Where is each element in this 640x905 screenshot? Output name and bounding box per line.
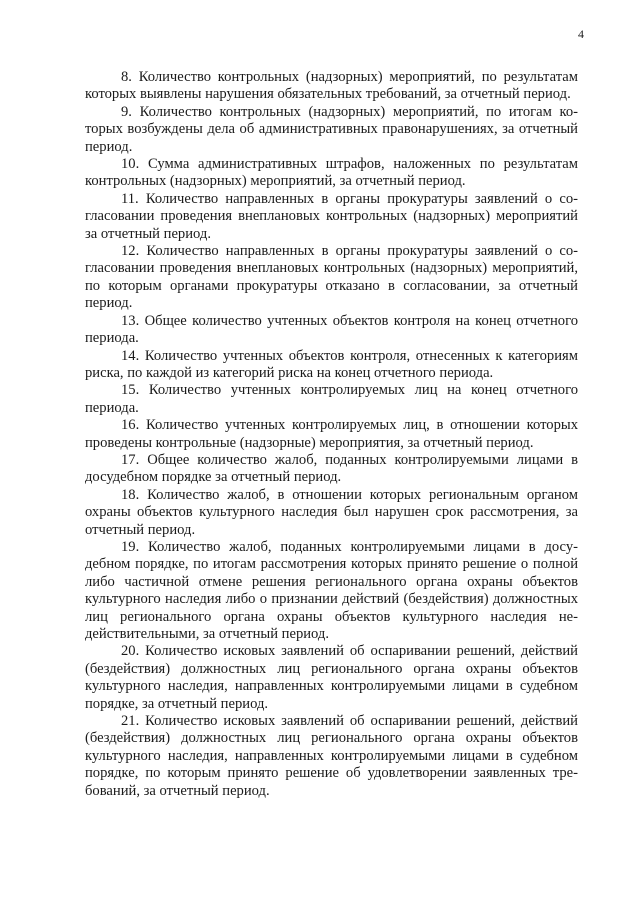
paragraph-item-11: 11. Количество направленных в органы прокуратуры заявлений о согласовании проведения внеплановых контрольных (надзорных) мероприятий за отчетный период.	[85, 190, 578, 242]
paragraph-item-9: 9. Количество контрольных (надзорных) мероприятий, по итогам которых возбуждены дела об административных правонарушениях, за отчетный период.	[85, 103, 578, 155]
paragraph-item-13: 13. Общее количество учтенных объектов контроля на конец отчетного периода.	[85, 312, 578, 347]
paragraph-item-17: 17. Общее количество жалоб, поданных контролируемыми лицами в досудебном порядке за отчетный период.	[85, 451, 578, 486]
paragraph-item-19: 19. Количество жалоб, поданных контролируемыми лицами в досудебном порядке, по итогам рассмотрения которых принято решение о полной либо частичной отмене решения регионального органа охраны объектов культурного наследия либо о признании действий (бездействия) должностных лиц регионального органа охраны объектов культурного наследия недействительными, за отчетный период.	[85, 538, 578, 642]
paragraph-item-16: 16. Количество учтенных контролируемых лиц, в отношении которых проведены контрольные (надзорные) мероприятия, за отчетный период.	[85, 417, 578, 451]
paragraph-item-20: 20. Количество исковых заявлений об оспаривании решений, действий (бездействия) должностных лиц регионального органа охраны объектов культурного наследия, направленных контролируемыми лицами в судебном порядке, за отчетный период.	[85, 643, 578, 712]
paragraph-item-12: 12. Количество направленных в органы прокуратуры заявлений о согласовании проведения внеплановых контрольных (надзорных) мероприятий, по которым органами прокуратуры отказано в согласовании, за отчетный период.	[85, 243, 578, 312]
page-number: 4	[578, 27, 584, 41]
paragraph-item-8: 8. Количество контрольных (надзорных) мероприятий, по результатам которых выявлены нарушения обязательных требований, за отчетный период.	[85, 69, 578, 103]
document-body	[85, 69, 578, 800]
paragraph-item-14: 14. Количество учтенных объектов контроля, отнесенных к категориям риска, по каждой из категорий риска на конец отчетного периода.	[85, 347, 578, 381]
paragraph-item-18: 18. Количество жалоб, в отношении которых региональным органом охраны объектов культурного наследия был нарушен срок рассмотрения, за отчетный период.	[85, 486, 578, 538]
paragraph-item-10: 10. Сумма административных штрафов, наложенных по результатам контрольных (надзорных) мероприятий, за отчетный период.	[85, 156, 578, 190]
paragraph-item-21: 21. Количество исковых заявлений об оспаривании решений, действий (бездействия) должностных лиц регионального органа охраны объектов культурного наследия, направленных контролируемыми лицами в судебном порядке, по которым принято решение об удовлетворении заявленных требований, за отчетный период.	[85, 713, 578, 799]
paragraph-item-15: 15. Количество учтенных контролируемых лиц на конец отчетного периода.	[85, 382, 578, 416]
